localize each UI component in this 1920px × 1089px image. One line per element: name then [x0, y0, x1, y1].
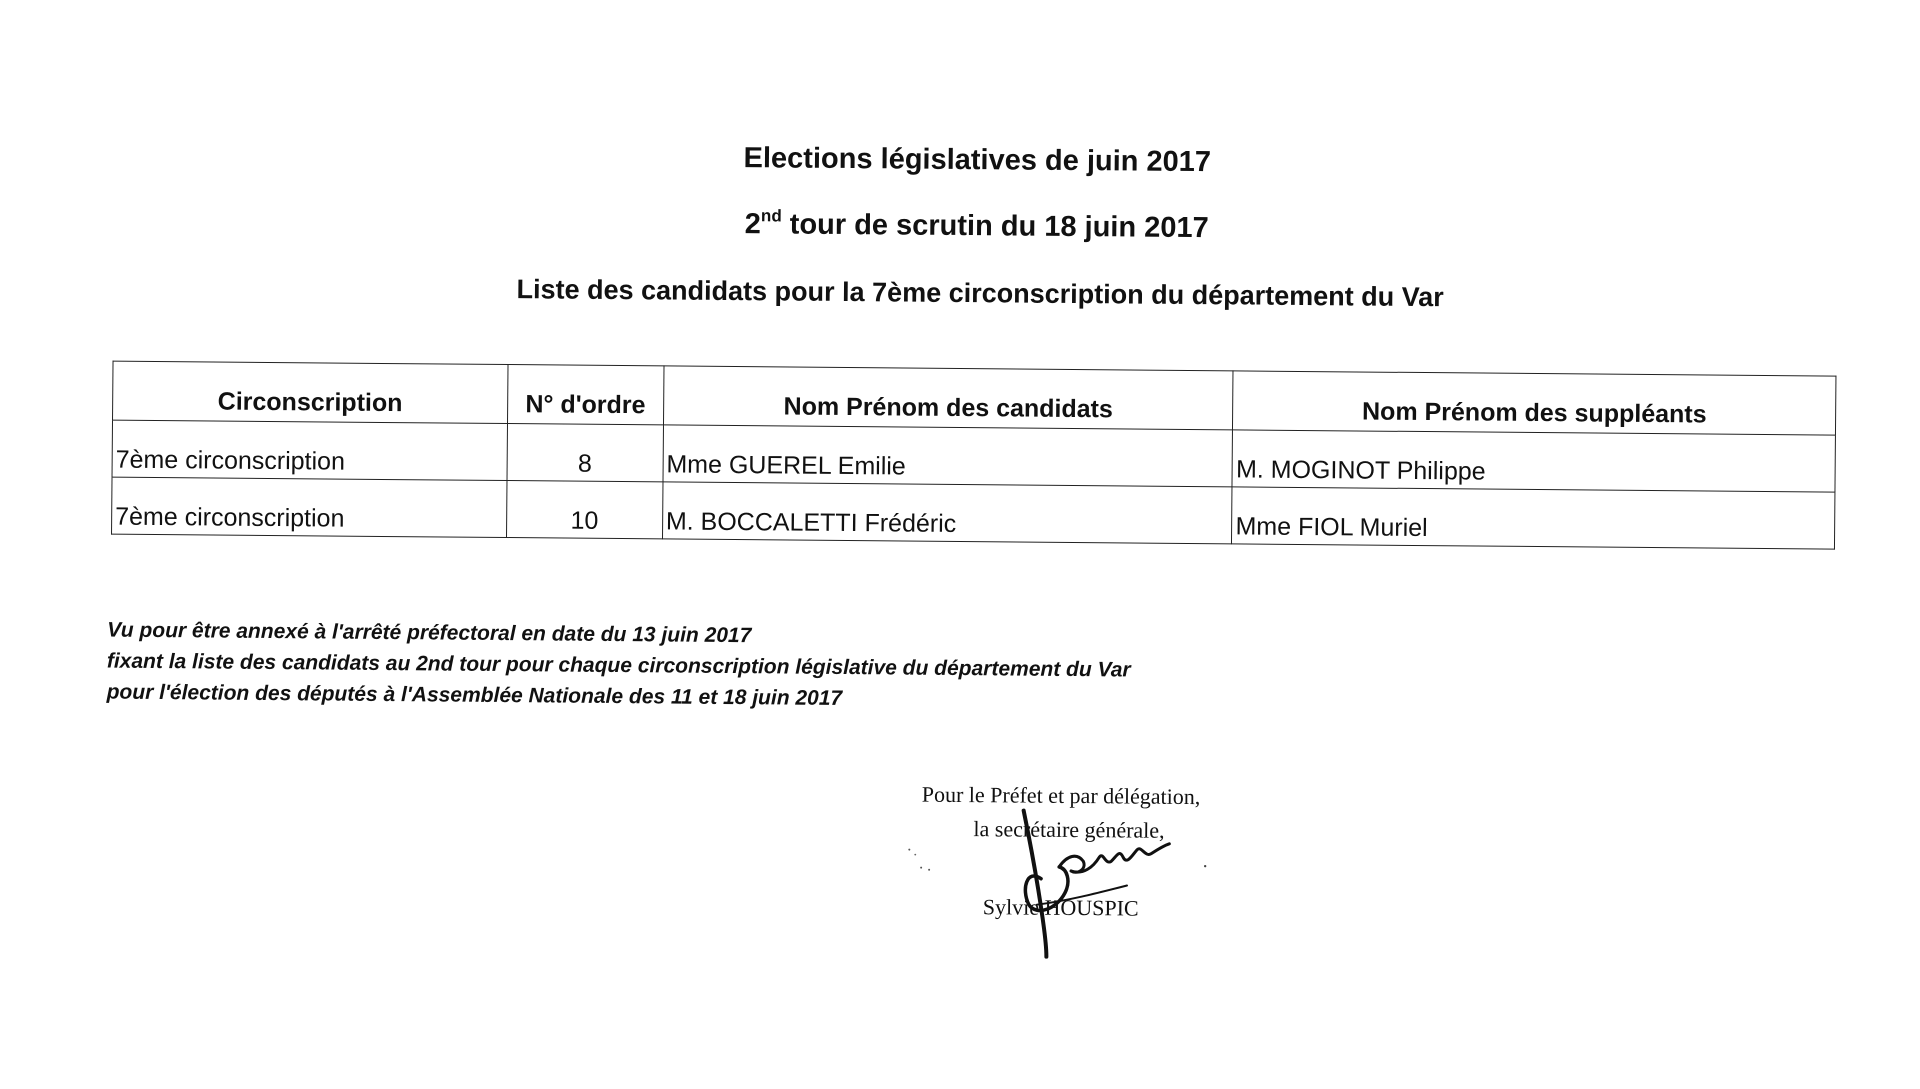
cell-circonscription: 7ème circonscription [112, 477, 507, 537]
round-ordinal: 2 [744, 208, 762, 241]
candidates-table [111, 361, 1836, 550]
column-header-suppleants: Nom Prénom des suppléants [1233, 371, 1836, 435]
annex-note [107, 615, 1132, 717]
signatory-name: Sylvie HOUSPIC [982, 894, 1139, 921]
cell-circonscription: 7ème circonscription [112, 420, 507, 480]
column-header-ordre: N° d'ordre [507, 365, 663, 425]
list-heading: Liste des candidats pour la 7ème circonscription du département du Var [516, 274, 1444, 313]
round-subtitle [17, 202, 1920, 252]
cell-ordre: 8 [507, 424, 663, 482]
cell-suppleant: M. MOGINOT Philippe [1232, 430, 1835, 492]
column-header-circonscription: Circonscription [113, 361, 508, 423]
annex-note-line: pour l'élection des députés à l'Assemblée Nationale des 11 et 18 juin 2017 [106, 680, 843, 710]
delegation-line: Pour le Préfet et par délégation, [921, 781, 1201, 810]
cell-ordre: 10 [506, 481, 662, 539]
annex-note-line: fixant la liste des candidats au 2nd tour pour chaque circonscription législative du département du Var [106, 649, 1131, 682]
document-title: Elections législatives de juin 2017 [743, 142, 1212, 179]
annex-note-line: Vu pour être annexé à l'arrêté préfectoral en date du 13 juin 2017 [107, 618, 752, 648]
round-ordinal-suffix: nd [760, 206, 782, 226]
cell-suppleant: Mme FIOL Muriel [1232, 487, 1835, 549]
signatory-role: la secrétaire générale, [973, 816, 1165, 843]
cell-candidat: M. BOCCALETTI Frédéric [662, 482, 1232, 544]
cell-candidat: Mme GUEREL Emilie [663, 425, 1233, 487]
handwritten-signature [1006, 808, 1187, 960]
round-date-text: tour de scrutin du 18 juin 2017 [781, 208, 1209, 245]
column-header-candidats: Nom Prénom des candidats [663, 366, 1233, 430]
